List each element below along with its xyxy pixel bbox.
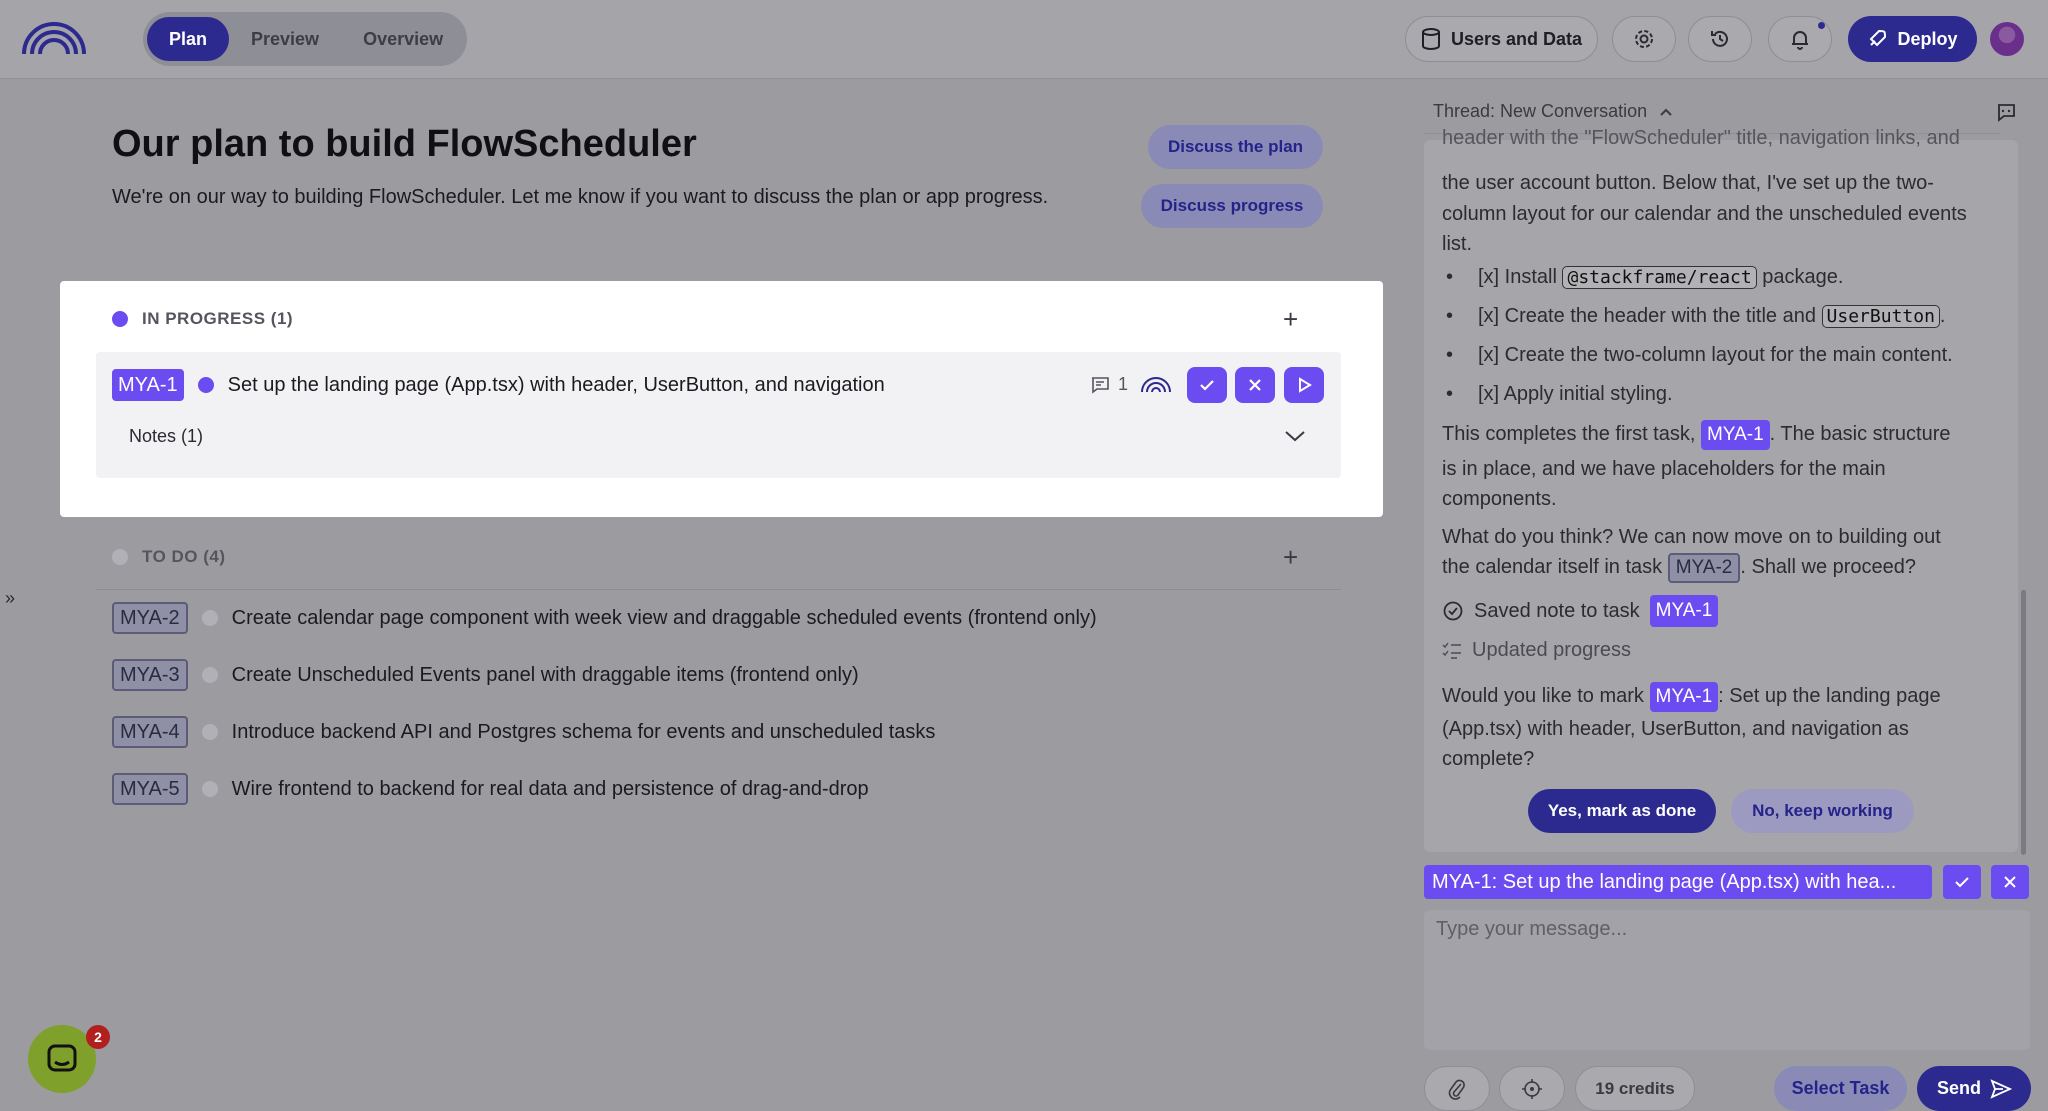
run-task-button[interactable] [1284,367,1324,403]
remove-task-button[interactable] [1991,865,2029,899]
approve-task-button[interactable] [1187,367,1227,403]
select-task-button[interactable]: Select Task [1774,1066,1907,1111]
list-item: • [x] Create the header with the title and UserButton . [1442,305,1945,328]
check-icon [1954,874,1970,890]
thread-title: Thread: New Conversation [1433,101,1648,121]
message-text: What do you think? We can now move on to building out [1442,526,1941,548]
task-id-tag[interactable]: MYA-1 [1701,420,1770,450]
list-check-icon [1442,642,1462,660]
chat-unread-badge: 2 [86,1025,110,1049]
message-text: components. [1442,488,1557,510]
credits-badge: 19 credits [1575,1066,1695,1111]
confirm-task-button[interactable] [1943,865,1981,899]
top-bar [0,0,2048,79]
task-id-tag[interactable]: MYA-1 [1650,682,1719,712]
paperclip-icon [1448,1078,1466,1100]
in-progress-label: IN PROGRESS (1) [142,309,294,328]
page-title: Our plan to build FlowScheduler [112,123,697,165]
list-item[interactable] [112,716,935,748]
task-status-dot [202,667,218,683]
attach-button[interactable] [1424,1066,1490,1111]
send-icon [1991,1080,2011,1098]
send-label: Send [1936,1078,1981,1098]
discuss-progress-button[interactable]: Discuss progress [1141,184,1323,228]
deploy-button[interactable] [1848,16,1977,62]
task-id-tag[interactable]: MYA-3 [112,659,188,691]
mark-done-button[interactable]: Yes, mark as done [1528,789,1716,833]
users-and-data-label: Users and Data [1450,28,1583,49]
message-text: the calendar itself in task MYA-2 . Shall we proceed? [1442,552,2002,583]
database-icon [1421,28,1441,50]
history-button[interactable] [1688,16,1752,62]
check-icon [1198,376,1216,394]
task-id-tag[interactable]: MYA-2 [112,602,188,634]
chevron-down-icon[interactable] [1284,429,1306,443]
list-item[interactable] [112,659,859,691]
deploy-label: Deploy [1897,28,1958,49]
task-comments[interactable] [1090,374,1128,395]
list-item: • [x] Create the two-column layout for the main content. [1442,344,1953,367]
task-id-tag[interactable]: MYA-5 [112,773,188,805]
message-text: column layout for our calendar and the unscheduled events [1442,203,1967,225]
rainbow-logo-icon[interactable] [20,18,88,58]
task-title: Create calendar page component with week view and draggable scheduled events (frontend only) [231,606,1097,629]
saved-note-status [1442,595,1718,627]
task-title: Introduce backend API and Postgres schema for events and unscheduled tasks [231,720,936,743]
list-item: • [x] Install @stackframe/react package. [1442,266,1843,289]
saved-note-label: Saved note to task [1474,599,1640,622]
avatar[interactable] [1990,22,2024,56]
in-progress-dot [112,311,128,327]
send-button[interactable] [1917,1066,2031,1111]
add-in-progress-task-icon[interactable]: + [1283,304,1299,334]
new-chat-icon[interactable] [1995,101,2017,123]
message-text: header with the "FlowScheduler" title, navigation links, and [1442,127,1960,149]
in-progress-header [112,309,293,329]
close-icon [2002,874,2018,890]
add-todo-task-icon[interactable]: + [1283,542,1299,572]
task-id-tag[interactable]: MYA-1 [112,369,184,401]
check-circle-icon [1442,600,1464,622]
chat-messages[interactable] [1424,127,2018,852]
tab-overview[interactable]: Overview [363,28,444,49]
todo-label: TO DO (4) [142,547,226,566]
selected-task-chip[interactable]: MYA-1: Set up the landing page (App.tsx) with hea... [1424,865,1932,899]
list-item[interactable] [112,602,1097,634]
comment-count: 1 [1118,374,1129,394]
view-tabs [143,12,467,66]
in-progress-task [112,369,885,401]
task-title: Create Unscheduled Events panel with draggable items (frontend only) [231,663,859,686]
chat-bubble-icon [45,1042,79,1076]
crosshair-icon [1521,1078,1543,1100]
gear-icon [1633,28,1655,50]
message-text: This completes the first task, MYA-1 . The basic structure [1442,419,2002,450]
settings-button[interactable] [1612,16,1676,62]
list-item: • [x] Apply initial styling. [1442,383,1673,406]
task-id-tag[interactable]: MYA-2 [1668,553,1741,583]
reject-task-button[interactable] [1235,367,1275,403]
task-id-tag[interactable]: MYA-4 [112,716,188,748]
rainbow-agent-icon [1140,374,1172,394]
updated-progress-status [1442,639,1631,662]
task-title: Wire frontend to backend for real data and persistence of drag-and-drop [231,777,869,800]
users-and-data-button[interactable] [1405,16,1598,62]
notification-dot [1818,22,1825,29]
tab-plan[interactable]: Plan [147,17,229,61]
todo-divider [96,589,1341,590]
comment-icon [1090,375,1110,395]
bell-icon [1789,28,1811,50]
todo-header [112,547,226,567]
task-status-dot [202,724,218,740]
history-icon [1709,28,1731,50]
chat-scrollbar[interactable] [2021,590,2026,855]
task-status-dot [202,610,218,626]
discuss-plan-button[interactable]: Discuss the plan [1148,125,1323,169]
thread-selector[interactable] [1433,101,1673,122]
message-input[interactable]: Type your message... [1424,910,2030,1050]
expand-sidebar-icon[interactable]: » [5,588,16,608]
play-icon [1295,376,1313,394]
message-text: complete? [1442,748,1535,770]
notes-toggle[interactable]: Notes (1) [129,426,204,446]
list-item[interactable] [112,773,869,805]
task-status-dot [198,377,214,393]
tab-preview[interactable]: Preview [251,28,320,49]
target-button[interactable] [1499,1066,1565,1111]
keep-working-button[interactable]: No, keep working [1731,789,1914,833]
rocket-icon [1867,29,1887,49]
message-text: (App.tsx) with header, UserButton, and navigation as [1442,718,1909,740]
todo-dot [112,549,128,565]
message-text: is in place, and we have placeholders for the main [1442,458,1886,480]
message-text: Would you like to mark MYA-1 : Set up the landing page [1442,681,2002,712]
message-text: the user account button. Below that, I've set up the two- [1442,172,1934,194]
task-title: Set up the landing page (App.tsx) with header, UserButton, and navigation [227,373,885,396]
page-subtitle: We're on our way to building FlowScheduler. Let me know if you want to discuss the plan or app progress. [112,186,1049,208]
chevron-up-icon [1659,107,1673,117]
message-text: list. [1442,233,1472,255]
task-id-tag[interactable]: MYA-1 [1650,595,1719,627]
close-icon [1246,376,1264,394]
updated-progress-label: Updated progress [1472,639,1631,661]
task-status-dot [202,781,218,797]
